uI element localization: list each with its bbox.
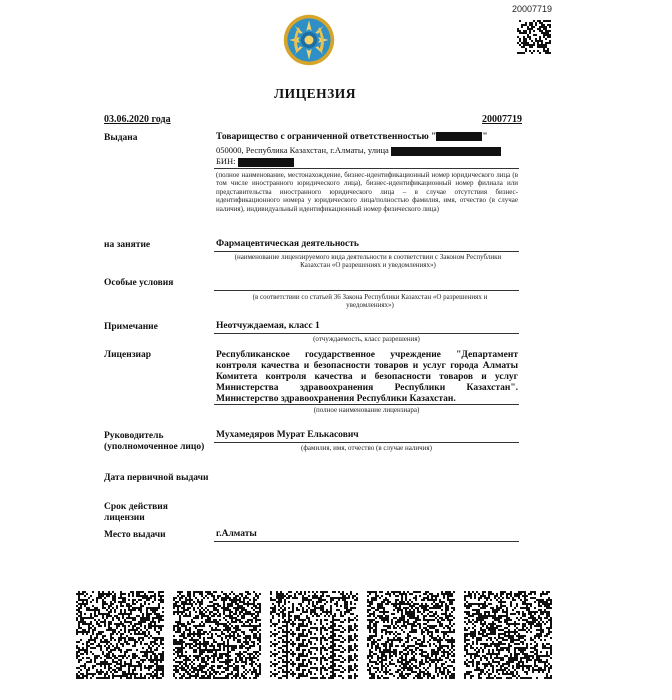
special-conditions-note: (в соответствии со статьей 36 Закона Республики Казахстан «О разрешениях и уведомлениях») xyxy=(252,293,488,310)
redacted-organization-name xyxy=(436,132,482,141)
organization-prefix: Товарищество с ограниченной ответственностью " xyxy=(216,132,437,142)
qr-code-3 xyxy=(270,591,358,679)
remark-value: Неотчуждаемая, класс 1 xyxy=(216,321,320,331)
validity-label-line1: Срок действия xyxy=(104,502,168,512)
document-number-top: 20007719 xyxy=(512,4,553,14)
issued-to-address xyxy=(216,145,501,156)
qr-code-5 xyxy=(464,591,552,679)
licensor-label: Лицензиар xyxy=(104,350,152,360)
bin-prefix: БИН: xyxy=(216,156,236,166)
issued-to-organization xyxy=(216,132,488,142)
address-prefix: 050000, Республика Казахстан, г.Алматы, улица xyxy=(216,145,389,155)
special-conditions-underline xyxy=(214,290,519,291)
activity-value: Фармацевтическая деятельность xyxy=(216,239,359,249)
issued-to-underline xyxy=(214,168,519,169)
head-note: (фамилия, имя, отчество (в случае наличия) xyxy=(301,444,432,452)
qr-code-small xyxy=(517,20,551,54)
state-emblem-icon xyxy=(282,13,336,67)
place-label: Место выдачи xyxy=(104,530,166,540)
issued-to-label: Выдана xyxy=(104,133,138,143)
head-value: Мухамедяров Мурат Елькасович xyxy=(216,430,359,440)
remark-note: (отчуждаемость, класс разрешения) xyxy=(313,335,420,343)
licensor-note: (полное наименование лицензиара) xyxy=(313,406,420,414)
activity-label: на занятие xyxy=(104,240,151,250)
issued-to-bin xyxy=(216,156,294,167)
licensor-value: Республиканское государственное учреждение "Департамент контроля качества и безопасности товаров и услуг города Алматы Комитета контроля качества и безопасности товаров и услуг Министерства здравоохранения Республики Казахстан". Министерство здравоохранения Республики Казахстан. xyxy=(216,350,518,404)
organization-suffix: " xyxy=(482,132,488,142)
place-underline xyxy=(214,541,519,542)
redacted-bin xyxy=(238,158,294,167)
head-label xyxy=(104,431,204,453)
activity-underline xyxy=(214,251,519,252)
head-underline xyxy=(214,442,519,443)
activity-note: (наименование лицензируемого вида деятельности в соответствии с Законом Республики Казахстан «О разрешениях и уведомлениях») xyxy=(234,253,502,270)
special-conditions-label: Особые условия xyxy=(104,278,174,288)
head-label-line1: Руководитель xyxy=(104,431,164,441)
first-issue-label: Дата первичной выдачи xyxy=(104,473,209,483)
redacted-street xyxy=(391,147,501,156)
place-value: г.Алматы xyxy=(216,529,257,539)
license-number: 20007719 xyxy=(482,114,522,125)
issue-date: 03.06.2020 года xyxy=(104,114,171,125)
document-title: ЛИЦЕНЗИЯ xyxy=(274,86,356,101)
remark-underline xyxy=(214,333,519,334)
validity-label-line2: лицензии xyxy=(104,513,145,523)
remark-label: Примечание xyxy=(104,322,158,332)
qr-code-1 xyxy=(76,591,164,679)
validity-label xyxy=(104,502,168,524)
qr-code-2 xyxy=(173,591,261,679)
head-label-line2: (уполномоченное лицо) xyxy=(104,442,205,452)
issued-to-note: (полное наименование, местонахождение, бизнес-идентификационный номер юридического лица (в том числе иностранного юридического лица), бизнес-идентификационный номер филиала или представительства иностранного юридического лица – в случае отсутствия бизнес-идентификационного номера у юридического лица/полностью фамилия, имя, отчество (в случае наличия), индивидуальный идентификационный номер физического лица) xyxy=(216,171,518,213)
qr-code-4 xyxy=(367,591,455,679)
licensor-underline xyxy=(214,404,519,405)
